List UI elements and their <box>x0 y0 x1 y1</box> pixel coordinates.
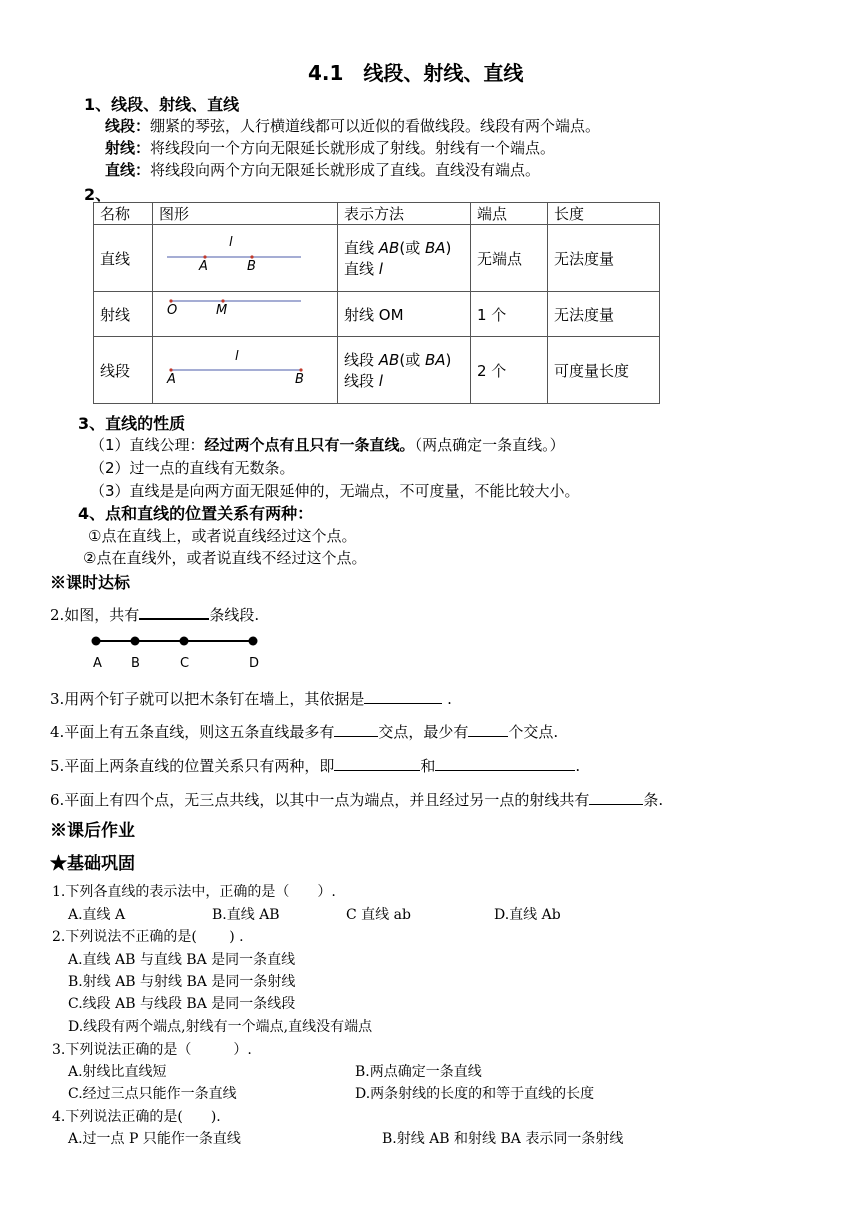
endpoint-cell: 1 个 <box>471 292 548 337</box>
representation-cell: 射线 OM <box>338 292 471 337</box>
label-o: O <box>167 303 178 318</box>
hw-question-4: 4.下列说法正确的是( ). <box>52 1109 221 1125</box>
endpoint-cell: 2 个 <box>471 337 548 404</box>
question-4 <box>50 721 558 742</box>
point-label-b: B <box>131 656 140 671</box>
section-3-heading: 3、直线的性质 <box>78 414 186 433</box>
answer-blank[interactable] <box>334 722 378 737</box>
property-note: （两点确定一条直线。） <box>414 436 565 454</box>
rep-var: l <box>378 372 383 390</box>
row-name: 线段 <box>94 337 153 404</box>
representation-cell <box>338 225 471 292</box>
question-text: 4.平面上有五条直线，则这五条直线最多有 <box>50 723 335 741</box>
definition-text: 将线段向两个方向无限延长就形成了直线。直线没有端点。 <box>150 161 541 179</box>
hw-q2-option-a: A.直线 AB 与直线 BA 是同一条直线 <box>68 952 296 968</box>
segment-figure <box>159 337 331 403</box>
question-5 <box>50 755 580 776</box>
page-title: 4.1 线段、射线、直线 <box>308 61 524 85</box>
comparison-table <box>93 202 660 404</box>
question-text: 交点，最少有 <box>378 723 469 741</box>
hw-q2-option-d: D.线段有两个端点,射线有一个端点,直线没有端点 <box>68 1019 373 1035</box>
question-text: 条线段. <box>209 606 260 624</box>
rep-var: AB <box>378 239 400 257</box>
point-d-mark <box>249 637 258 646</box>
question-2 <box>50 604 259 625</box>
question-text: 6.平面上有四个点，无三点共线，以其中一点为端点，并且经过另一点的射线共有 <box>50 791 590 809</box>
rep-text: 线段 <box>344 372 379 390</box>
question-text: . <box>575 757 581 775</box>
label-l: l <box>229 235 233 250</box>
label-a: A <box>199 259 208 274</box>
rep-text: 线段 <box>344 351 379 369</box>
length-cell: 无法度量 <box>548 292 660 337</box>
definition-line <box>105 159 540 180</box>
relation-1: ①点在直线上，或者说直线经过这个点。 <box>88 527 357 545</box>
label-b: B <box>247 259 256 274</box>
representation-cell <box>338 337 471 404</box>
question-text: 和 <box>420 757 436 775</box>
table-header-row <box>94 203 660 225</box>
point-label-c: C <box>180 656 190 671</box>
question-text: 5.平面上两条直线的位置关系只有两种，即 <box>50 757 335 775</box>
hw-q4-option-b: B.射线 AB 和射线 BA 表示同一条射线 <box>382 1131 624 1147</box>
lesson-heading: ※课时达标 <box>50 573 131 592</box>
label-m: M <box>216 303 228 318</box>
header-cell: 长度 <box>548 203 660 225</box>
point-a-mark <box>92 637 101 646</box>
hw-q3-option-c: C.经过三点只能作一条直线 <box>68 1086 237 1102</box>
section-4-heading: 4、点和直线的位置关系有两种： <box>78 504 314 523</box>
hw-q3-option-b: B.两点确定一条直线 <box>355 1064 482 1080</box>
point-b-mark <box>131 637 140 646</box>
line-figure <box>159 225 331 291</box>
definition-text: 将线段向一个方向无限延长就形成了射线。射线有一个端点。 <box>150 139 556 157</box>
section-1-heading: 1、线段、射线、直线 <box>84 95 240 114</box>
length-cell: 可度量长度 <box>548 337 660 404</box>
hw-q1-option-a: A.直线 A <box>68 907 126 923</box>
basic-heading: ★基础巩固 <box>50 854 135 874</box>
hw-question-3: 3.下列说法正确的是（ ）. <box>52 1042 252 1058</box>
answer-blank[interactable] <box>589 790 643 805</box>
rep-text: (或 <box>399 351 425 369</box>
answer-blank[interactable] <box>468 722 508 737</box>
term: 射线： <box>105 139 151 157</box>
answer-blank[interactable] <box>334 756 420 771</box>
relation-2: ②点在直线外，或者说直线不经过这个点。 <box>83 549 367 567</box>
header-cell: 名称 <box>94 203 153 225</box>
term: 直线： <box>105 161 151 179</box>
hw-q1-option-c: C 直线 ab <box>346 907 411 923</box>
rep-text: (或 <box>399 239 425 257</box>
figure-cell <box>153 225 338 292</box>
rep-text: 直线 <box>344 239 379 257</box>
section-2-heading: 2、 <box>84 185 112 204</box>
term: 线段： <box>105 117 151 135</box>
hw-question-1: 1.下列各直线的表示法中，正确的是（ ）. <box>52 884 336 900</box>
points-figure <box>88 632 268 650</box>
question-6 <box>50 789 663 810</box>
question-text: 2.如图，共有 <box>50 606 140 624</box>
ray-figure <box>159 292 331 336</box>
question-text: 3.用两个钉子就可以把木条钉在墙上，其依据是 <box>50 690 365 708</box>
hw-q1-option-d: D.直线 Ab <box>494 907 561 923</box>
header-cell: 表示方法 <box>338 203 471 225</box>
label-b: B <box>295 372 304 387</box>
hw-q3-option-d: D.两条射线的长度的和等于直线的长度 <box>355 1086 595 1102</box>
rep-var: l <box>378 260 383 278</box>
answer-blank[interactable] <box>139 604 209 620</box>
length-cell: 无法度量 <box>548 225 660 292</box>
definition-text: 绷紧的琴弦，人行横道线都可以近似的看做线段。线段有两个端点。 <box>150 117 601 135</box>
rep-var: BA <box>424 351 446 369</box>
header-cell: 图形 <box>153 203 338 225</box>
rep-var: BA <box>424 239 446 257</box>
definition-ray <box>105 137 555 158</box>
figure-cell <box>153 292 338 337</box>
definition-segment <box>105 115 600 136</box>
label-l: l <box>235 349 239 364</box>
endpoint-cell: 无端点 <box>471 225 548 292</box>
question-text: 个交点. <box>508 723 559 741</box>
label-a: A <box>167 372 176 387</box>
rep-text: ) <box>445 351 452 369</box>
property-bold: 经过两个点有且只有一条直线。 <box>204 436 415 454</box>
point-c-mark <box>180 637 189 646</box>
property-label: （1）直线公理： <box>90 436 205 454</box>
figure-cell <box>153 337 338 404</box>
question-text: . <box>442 690 452 708</box>
homework-heading: ※课后作业 <box>50 821 135 841</box>
property-3: （3）直线是是向两方面无限延伸的，无端点，不可度量，不能比较大小。 <box>90 482 580 500</box>
hw-q2-option-c: C.线段 AB 与线段 BA 是同一条线段 <box>68 996 296 1012</box>
hw-q4-option-a: A.过一点 P 只能作一条直线 <box>68 1131 241 1147</box>
row-name: 射线 <box>94 292 153 337</box>
rep-text: ) <box>445 239 452 257</box>
answer-blank[interactable] <box>435 756 575 771</box>
question-text: 条. <box>643 791 664 809</box>
table-row <box>94 225 660 292</box>
hw-q1-option-b: B.直线 AB <box>212 907 280 923</box>
answer-blank[interactable] <box>364 689 442 704</box>
property-2: （2）过一点的直线有无数条。 <box>90 459 295 477</box>
rep-text: 直线 <box>344 260 379 278</box>
question-3 <box>50 688 452 709</box>
hw-q3-option-a: A.射线比直线短 <box>68 1064 167 1080</box>
property-1 <box>90 434 565 455</box>
table-row <box>94 292 660 337</box>
hw-q2-option-b: B.射线 AB 与射线 BA 是同一条射线 <box>68 974 296 990</box>
row-name: 直线 <box>94 225 153 292</box>
header-cell: 端点 <box>471 203 548 225</box>
rep-var: AB <box>378 351 400 369</box>
point-label-d: D <box>249 656 260 671</box>
hw-question-2: 2.下列说法不正确的是( ) . <box>52 929 244 945</box>
point-label-a: A <box>93 656 102 671</box>
table-row <box>94 337 660 404</box>
